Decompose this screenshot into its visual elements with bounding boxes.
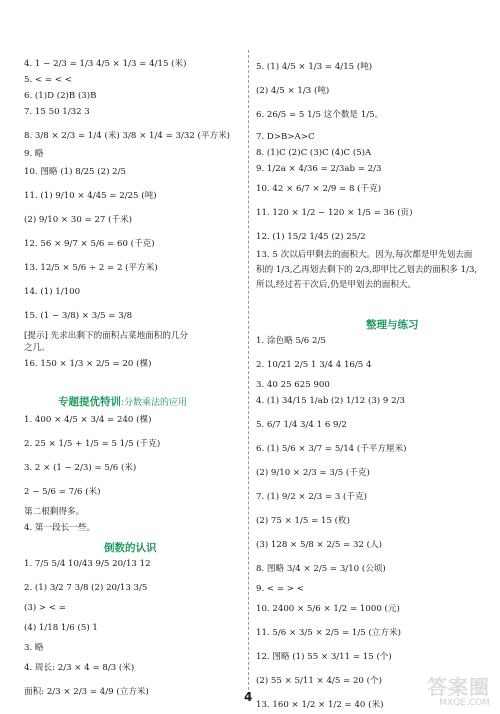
right-answer-line: 4. (1) 34/15 1/ab (2) 1/12 (3) 9 2/3 bbox=[256, 396, 405, 406]
watermark-url: MXQE.COM bbox=[439, 698, 490, 708]
page-number: 4 bbox=[244, 690, 253, 704]
right-answer-line: 8. (1)C (2)C (3)C (4)C (5)A bbox=[256, 148, 372, 158]
left-answer-line: 2. (1) 3/2 7 3/8 (2) 20/13 3/5 bbox=[24, 583, 148, 593]
right-answer-line: (2) 55 × 5/11 × 4/5 = 20 (个) bbox=[256, 676, 382, 686]
section-heading-review: 整理与练习 bbox=[366, 319, 419, 331]
left-answer-line: 16. 150 × 1/3 × 2/5 = 20 (棵) bbox=[24, 359, 152, 369]
left-answer-line: 8. 3/8 × 2/3 = 1/4 (米) 3/8 × 1/4 = 3/32 (平方米) bbox=[24, 131, 231, 141]
left-answer-line: 4. 1 − 2/3 = 1/3 4/5 × 1/3 = 4/15 (米) bbox=[24, 59, 187, 69]
right-answer-line: 2. 10/21 2/5 1 3/4 4 16/5 4 bbox=[256, 360, 372, 370]
right-answer-line: 10. 2400 × 5/6 × 1/2 = 1000 (元) bbox=[256, 604, 400, 614]
left-answer-line: 5. < = < < bbox=[24, 75, 72, 85]
right-answer-line: 9. < = > < bbox=[256, 584, 304, 594]
right-answer-line: 13. 5 次以后甲剩去的面积大。因为,每次都是甲先划去面积的 1/3,乙再划去剩下的 2/3,即甲比乙划去的面积多 1/3,所以,经过若干次后,仍是甲划去的面积大。 bbox=[256, 250, 478, 290]
right-answer-line: 7. D>B>A>C bbox=[256, 132, 315, 142]
right-answer-line: 8. 图略 3/4 × 2/5 = 3/10 (公顷) bbox=[256, 564, 386, 574]
left-answer-line: [提示] 先求出剩下的面积占菜地面积的几分 bbox=[24, 331, 189, 341]
left-answer-line: 10. 图略 (1) 8/25 (2) 2/5 bbox=[24, 167, 126, 177]
right-answer-line: 10. 42 × 6/7 × 2/9 = 8 (千克) bbox=[256, 184, 382, 194]
left-answer-line: 第二根剩得多。 bbox=[24, 507, 85, 517]
left-answer-line: 1. 400 × 4/5 × 3/4 = 240 (棵) bbox=[24, 415, 152, 425]
right-answer-line: 7. (1) 9/2 × 2/3 = 3 (千克) bbox=[256, 492, 367, 502]
left-answer-line: 6. (1)D (2)B (3)B bbox=[24, 91, 97, 101]
right-answer-line: (3) 128 × 5/8 × 2/5 = 32 (人) bbox=[256, 540, 382, 550]
right-answer-line: 12. (1) 15/2 1/45 (2) 25/2 bbox=[256, 232, 366, 242]
left-answer-line: 13. 12/5 × 5/6 ÷ 2 = 2 (平方米) bbox=[24, 263, 158, 273]
column-divider bbox=[248, 50, 249, 690]
left-answer-line: 9. 略 bbox=[24, 149, 44, 159]
watermark-logo-text: 答案圈 bbox=[427, 675, 490, 699]
left-answer-line: 7. 15 50 1/32 3 bbox=[24, 107, 90, 117]
right-answer-line: 1. 涂色略 5/6 2/5 bbox=[256, 336, 326, 346]
left-answer-line: 3. 略 bbox=[24, 643, 44, 653]
left-answer-line: 4. 周长: 2/3 × 4 = 8/3 (米) bbox=[24, 663, 135, 673]
right-answer-line: 13. 160 × 1/2 × 1/2 = 40 (米) bbox=[256, 700, 384, 710]
right-answer-line: 5. 6/7 1/4 3/4 1 6 9/2 bbox=[256, 420, 347, 430]
right-answer-line: 11. 5/6 × 3/5 × 2/5 = 1/5 (立方米) bbox=[256, 628, 401, 638]
left-answer-line: 1. 7/5 5/4 10/43 9/5 20/13 12 bbox=[24, 559, 151, 569]
left-answer-line: (2) 9/10 × 30 = 27 (千米) bbox=[24, 215, 133, 225]
left-answer-line: 之几。 bbox=[24, 343, 50, 353]
right-answer-line: 5. (1) 4/5 × 1/3 = 4/15 (吨) bbox=[256, 62, 373, 72]
left-answer-line: 12. 56 × 9/7 × 5/6 = 60 (千克) bbox=[24, 239, 155, 249]
right-answer-line: 6. 26/5 = 5 1/5 这个数是 1/5。 bbox=[256, 110, 384, 120]
right-answer-line: (2) 75 × 1/5 = 15 (枚) bbox=[256, 516, 350, 526]
right-answer-line: 6. (1) 5/6 × 3/7 = 5/14 (千平方厘米) bbox=[256, 444, 407, 454]
right-answer-line: (2) 4/5 × 1/3 (吨) bbox=[256, 86, 330, 96]
section-heading-special-training bbox=[58, 394, 187, 409]
left-answer-line: (4) 1/18 1/6 (5) 1 bbox=[24, 623, 98, 633]
special-training-subtitle: :分数乘法的应用 bbox=[121, 398, 188, 408]
left-answer-line: 面积: 2/3 × 2/3 = 4/9 (立方米) bbox=[24, 687, 149, 697]
left-answer-line: 4. 第一段长一些。 bbox=[24, 523, 96, 533]
left-answer-line: 14. (1) 1/100 bbox=[24, 287, 81, 297]
section-heading-reciprocal: 倒数的认识 bbox=[104, 542, 157, 554]
left-answer-line: 2 − 5/6 = 7/6 (米) bbox=[24, 487, 101, 497]
left-answer-line: 15. (1 − 3/8) × 3/5 = 3/8 bbox=[24, 311, 133, 321]
right-answer-line: 12. 图略 (1) 55 × 3/11 = 15 (个) bbox=[256, 652, 392, 662]
left-answer-line: 11. (1) 9/10 × 4/45 = 2/25 (吨) bbox=[24, 191, 157, 201]
left-answer-line: (3) > < = bbox=[24, 603, 66, 613]
left-answer-line: 2. 25 × 1/5 + 1/5 = 5 1/5 (千克) bbox=[24, 439, 161, 449]
right-answer-line: 3. 40 25 625 900 bbox=[256, 380, 330, 390]
left-answer-line: 3. 2 × (1 − 2/3) = 5/6 (米) bbox=[24, 463, 137, 473]
right-answer-line: 9. 1/2a × 4/36 = 2/3ab = 2/3 bbox=[256, 164, 382, 174]
special-training-title: 专题提优特训 bbox=[58, 396, 121, 408]
right-answer-line: 11. 120 × 1/2 − 120 × 1/5 = 36 (页) bbox=[256, 208, 413, 218]
right-answer-line: (2) 9/10 × 2/3 = 3/5 (千克) bbox=[256, 468, 370, 478]
watermark-logo bbox=[420, 676, 490, 710]
